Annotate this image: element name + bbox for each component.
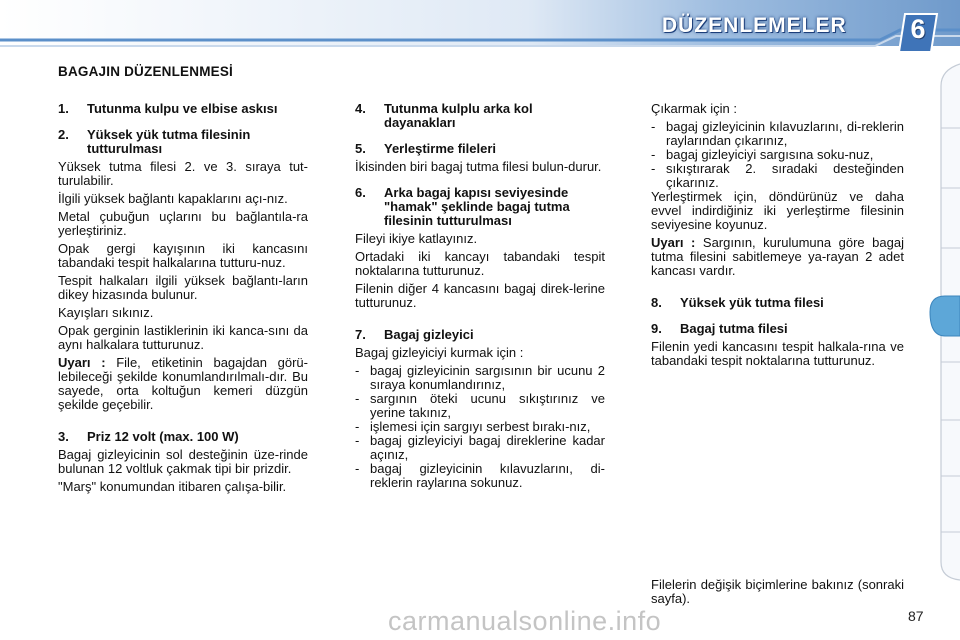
paragraph: Bagaj gizleyiciyi kurmak için : bbox=[355, 345, 524, 360]
chapter-tabs bbox=[927, 62, 960, 582]
chapter-title: DÜZENLEMELER bbox=[662, 14, 847, 37]
list-item bbox=[355, 420, 605, 434]
heading-7 bbox=[355, 328, 605, 342]
dash-marker: - bbox=[355, 461, 360, 476]
dash-marker: - bbox=[651, 147, 656, 162]
heading-4 bbox=[355, 102, 605, 130]
heading-number: 9. bbox=[651, 321, 662, 336]
paragraph: Fileyi ikiye katlayınız. bbox=[355, 231, 478, 246]
heading-number: 5. bbox=[355, 141, 366, 156]
paragraph: Ortadaki iki kancayı tabandaki tespit noktalarına tutturunuz. bbox=[355, 249, 605, 278]
heading-text: Arka bagaj kapısı seviyesinde "hamak" şeklinde bagaj tutma filesinin tutturulması bbox=[384, 185, 570, 228]
warning-paragraph bbox=[58, 356, 308, 412]
footer-note: Filelerin değişik biçimlerine bakınız (sonraki sayfa). bbox=[651, 577, 904, 606]
dash-marker: - bbox=[355, 433, 360, 448]
dash-marker: - bbox=[651, 119, 656, 134]
heading-6 bbox=[355, 186, 605, 228]
paragraph: Opak gerginin lastiklerinin iki kanca-sını da aynı halkalara tutturunuz. bbox=[58, 323, 308, 352]
warning-label: Uyarı : bbox=[58, 355, 106, 370]
paragraph: Çıkarmak için : bbox=[651, 101, 737, 116]
paragraph: İkisinden biri bagaj tutma filesi bulun-durur. bbox=[355, 159, 602, 174]
list-item-text: bagaj gizleyicinin kılavuzlarını, di-reklerin raylarından çıkarınız, bbox=[666, 119, 904, 148]
heading-text: Yüksek yük tutma filesinin tutturulması bbox=[87, 127, 251, 156]
list-item bbox=[355, 434, 605, 462]
warning-label: Uyarı : bbox=[651, 235, 696, 250]
heading-number: 2. bbox=[58, 127, 69, 142]
chapter-number: 6 bbox=[910, 14, 926, 44]
warning-text: File, etiketinin bagajdan görü-lebileceği şekilde konumlandırılmalı-dır. Bu sayede, orta koltuğun kemeri düzgün şekilde geçebilir. bbox=[58, 355, 308, 412]
dash-marker: - bbox=[355, 419, 360, 434]
paragraph: İlgili yüksek bağlantı kapaklarını açı-nız. bbox=[58, 191, 288, 206]
column-3 bbox=[651, 102, 904, 372]
section-title: BAGAJIN DÜZENLENMESİ bbox=[58, 64, 234, 79]
heading-3 bbox=[58, 430, 308, 444]
heading-5 bbox=[355, 142, 605, 156]
list-item bbox=[355, 364, 605, 392]
heading-text: Yerleştirme fileleri bbox=[384, 141, 497, 156]
dash-marker: - bbox=[651, 161, 656, 176]
list-item bbox=[355, 462, 605, 490]
heading-text: Tutunma kulplu arka kol dayanakları bbox=[384, 101, 533, 130]
column-1 bbox=[58, 102, 308, 498]
dash-marker: - bbox=[355, 363, 360, 378]
heading-text: Priz 12 volt (max. 100 W) bbox=[87, 429, 239, 444]
watermark: carmanualsonline.info bbox=[388, 606, 662, 636]
list-item bbox=[651, 120, 904, 148]
paragraph: Tespit halkaları ilgili yüksek bağlantı-ların dikey hizasında bulunur. bbox=[58, 273, 308, 302]
paragraph: Filenin diğer 4 kancasını bagaj direk-lerine tutturunuz. bbox=[355, 281, 605, 310]
paragraph: Metal çubuğun uçlarını bu bağlantıla-ra yerleştiriniz. bbox=[58, 209, 308, 238]
heading-text: Bagaj gizleyici bbox=[384, 327, 474, 342]
column-2 bbox=[355, 102, 605, 490]
list-item-text: sıkıştırarak 2. sıradaki desteğinden çıkarınız. bbox=[666, 161, 904, 190]
warning-paragraph bbox=[651, 236, 904, 278]
heading-1 bbox=[58, 102, 308, 116]
list-item-text: bagaj gizleyiciyi sargısına soku-nuz, bbox=[666, 147, 874, 162]
paragraph: Bagaj gizleyicinin sol desteğinin üze-rinde bulunan 12 voltluk çakmak tipi bir prizdir. bbox=[58, 447, 308, 476]
heading-text: Yüksek yük tutma filesi bbox=[680, 295, 824, 310]
paragraph: Kayışları sıkınız. bbox=[58, 305, 154, 320]
paragraph: Opak gergi kayışının iki kancasını tabandaki tespit halkalarına tutturu-nuz. bbox=[58, 241, 308, 270]
dash-marker: - bbox=[355, 391, 360, 406]
list-item bbox=[651, 162, 904, 190]
page-number: 87 bbox=[908, 608, 924, 624]
warning-text: Sargının, kurulumuna göre bagaj tutma filesini sabitlemeye ya-rayan 2 adet kancası vardır. bbox=[651, 235, 904, 278]
heading-number: 4. bbox=[355, 101, 366, 116]
list-item-text: bagaj gizleyicinin sargısının bir ucunu 2 sıraya konumlandırınız, bbox=[370, 363, 605, 392]
heading-2 bbox=[58, 128, 308, 156]
list-item-text: sargının öteki ucunu sıkıştırınız ve yerine takınız, bbox=[370, 391, 605, 420]
heading-number: 1. bbox=[58, 101, 69, 116]
heading-number: 7. bbox=[355, 327, 366, 342]
list-item bbox=[355, 392, 605, 420]
heading-text: Bagaj tutma filesi bbox=[680, 321, 788, 336]
paragraph: Yerleştirmek için, döndürünüz ve daha evvel indirdiğiniz iki yerleştirme filesinin seviyesine koyunuz. bbox=[651, 189, 904, 232]
list-item-text: bagaj gizleyiciyi bagaj direklerine kadar açınız, bbox=[370, 433, 605, 462]
heading-number: 8. bbox=[651, 295, 662, 310]
list-item bbox=[651, 148, 904, 162]
paragraph: Yüksek tutma filesi 2. ve 3. sıraya tut-turulabilir. bbox=[58, 159, 308, 188]
heading-9 bbox=[651, 322, 904, 336]
list-item-text: işlemesi için sargıyı serbest bırakı-nız, bbox=[370, 419, 591, 434]
heading-number: 3. bbox=[58, 429, 69, 444]
active-chapter-tab[interactable] bbox=[930, 296, 960, 336]
heading-text: Tutunma kulpu ve elbise askısı bbox=[87, 101, 278, 116]
heading-number: 6. bbox=[355, 185, 366, 200]
paragraph: Filenin yedi kancasını tespit halkala-rına ve tabandaki tespit noktalarına tutturunuz. bbox=[651, 339, 904, 368]
heading-8 bbox=[651, 296, 904, 310]
paragraph: "Marş" konumundan itibaren çalışa-bilir. bbox=[58, 479, 287, 494]
list-item-text: bagaj gizleyicinin kılavuzlarını, di-reklerin raylarına sokunuz. bbox=[370, 461, 605, 490]
